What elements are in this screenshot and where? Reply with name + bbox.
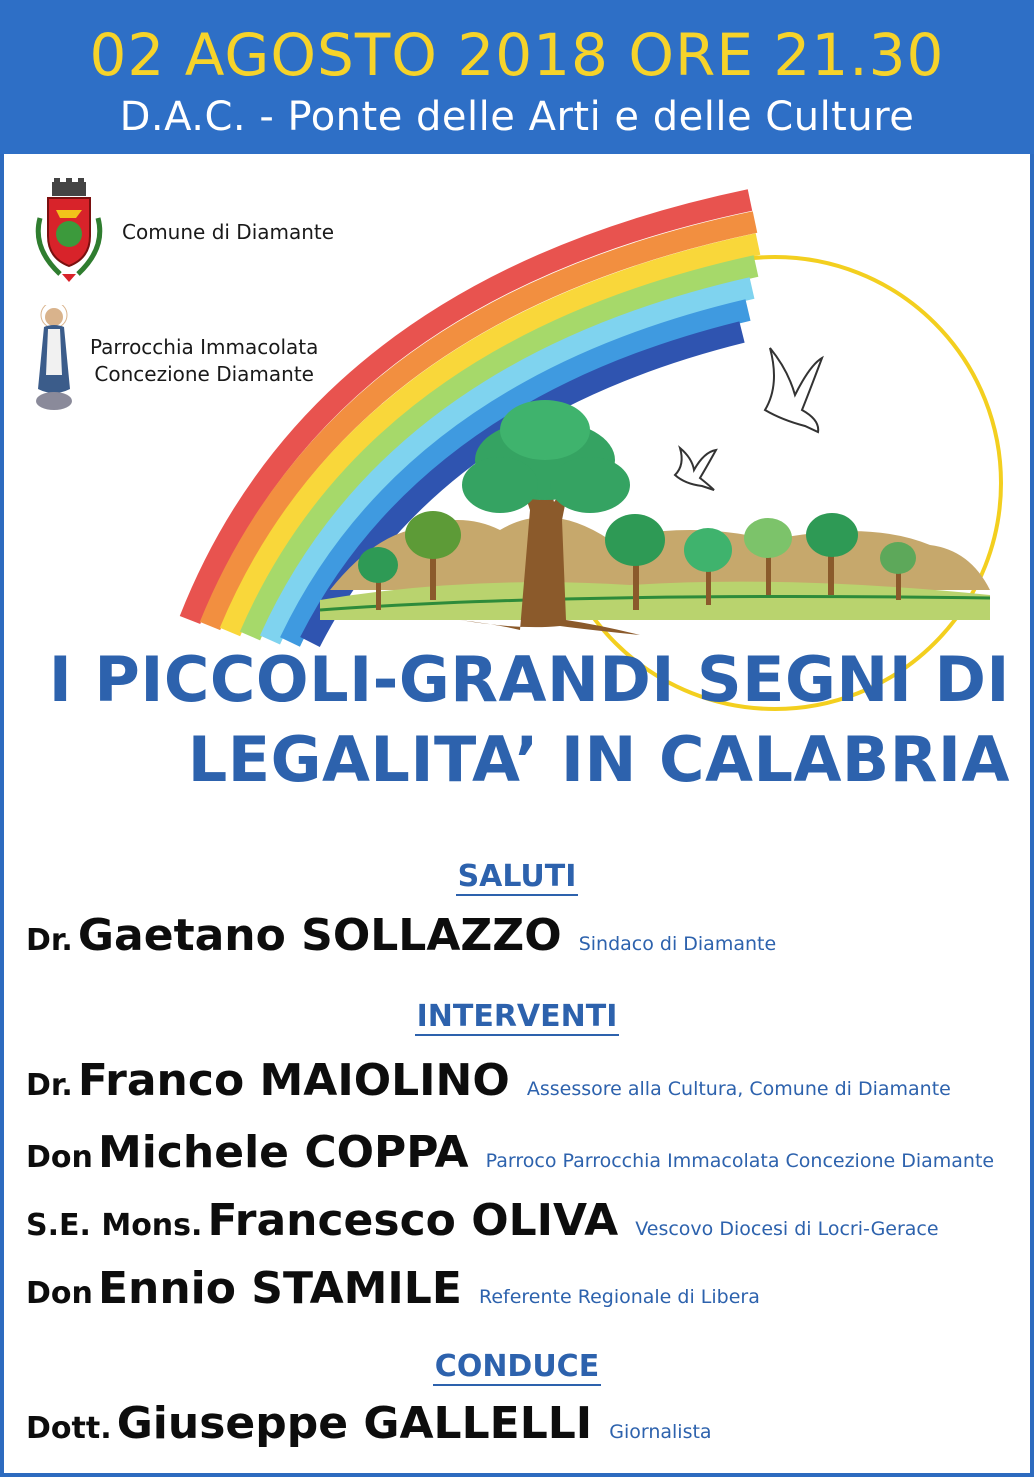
coat-of-arms-icon [26,178,112,286]
section-conduce-label: CONDUCE [434,1349,600,1384]
dove-icon [675,348,822,490]
parrocchia-label-line1: Parrocchia Immacolata [90,335,319,359]
speaker-role: Referente Regionale di Libera [479,1286,760,1308]
event-venue: D.A.C. - Ponte delle Arti e delle Culture [119,94,915,140]
speaker-row [26,1398,712,1449]
title-line2: LEGALITA’ IN CALABRIA [187,723,1010,796]
speaker-name: Francesco OLIVA [207,1195,619,1246]
header-banner [0,0,1034,154]
speaker-row [26,1263,760,1314]
speaker-name: Michele COPPA [97,1127,469,1178]
speaker-row [26,1195,939,1246]
speaker-role: Giornalista [609,1421,712,1443]
comune-label: Comune di Diamante [122,219,335,244]
speaker-prefix: Dott. [26,1411,112,1446]
speaker-role: Sindaco di Diamante [578,933,777,955]
speaker-name: Giuseppe GALLELLI [116,1398,593,1449]
madonna-statue-icon [26,305,82,417]
speaker-role: Parroco Parrocchia Immacolata Concezione Diamante [485,1150,995,1172]
speaker-role: Assessore alla Cultura, Comune di Diamante [526,1078,951,1100]
speaker-name: Franco MAIOLINO [77,1055,510,1106]
title-line1: I PICCOLI-GRANDI SEGNI DI [48,643,1010,716]
section-conduce [0,1348,1034,1386]
event-date: 02 AGOSTO 2018 ORE 21.30 [89,21,945,89]
speaker-role: Vescovo Diocesi di Locri-Gerace [635,1218,939,1240]
section-interventi [0,998,1034,1036]
event-title [30,640,1010,800]
speaker-row [26,1055,951,1106]
speaker-prefix: Dr. [26,1068,73,1103]
speaker-prefix: Dr. [26,923,73,958]
speaker-row [26,1127,994,1178]
speaker-prefix: Don [26,1140,93,1175]
parrocchia-label-line2: Concezione Diamante [94,362,314,386]
speaker-name: Ennio STAMILE [97,1263,462,1314]
speaker-name: Gaetano SOLLAZZO [77,910,562,961]
speaker-row [26,910,776,961]
section-saluti [0,858,1034,896]
speaker-prefix: Don [26,1276,93,1311]
section-saluti-label: SALUTI [457,859,577,894]
speaker-prefix: S.E. Mons. [26,1208,203,1243]
section-interventi-label: INTERVENTI [416,999,618,1034]
